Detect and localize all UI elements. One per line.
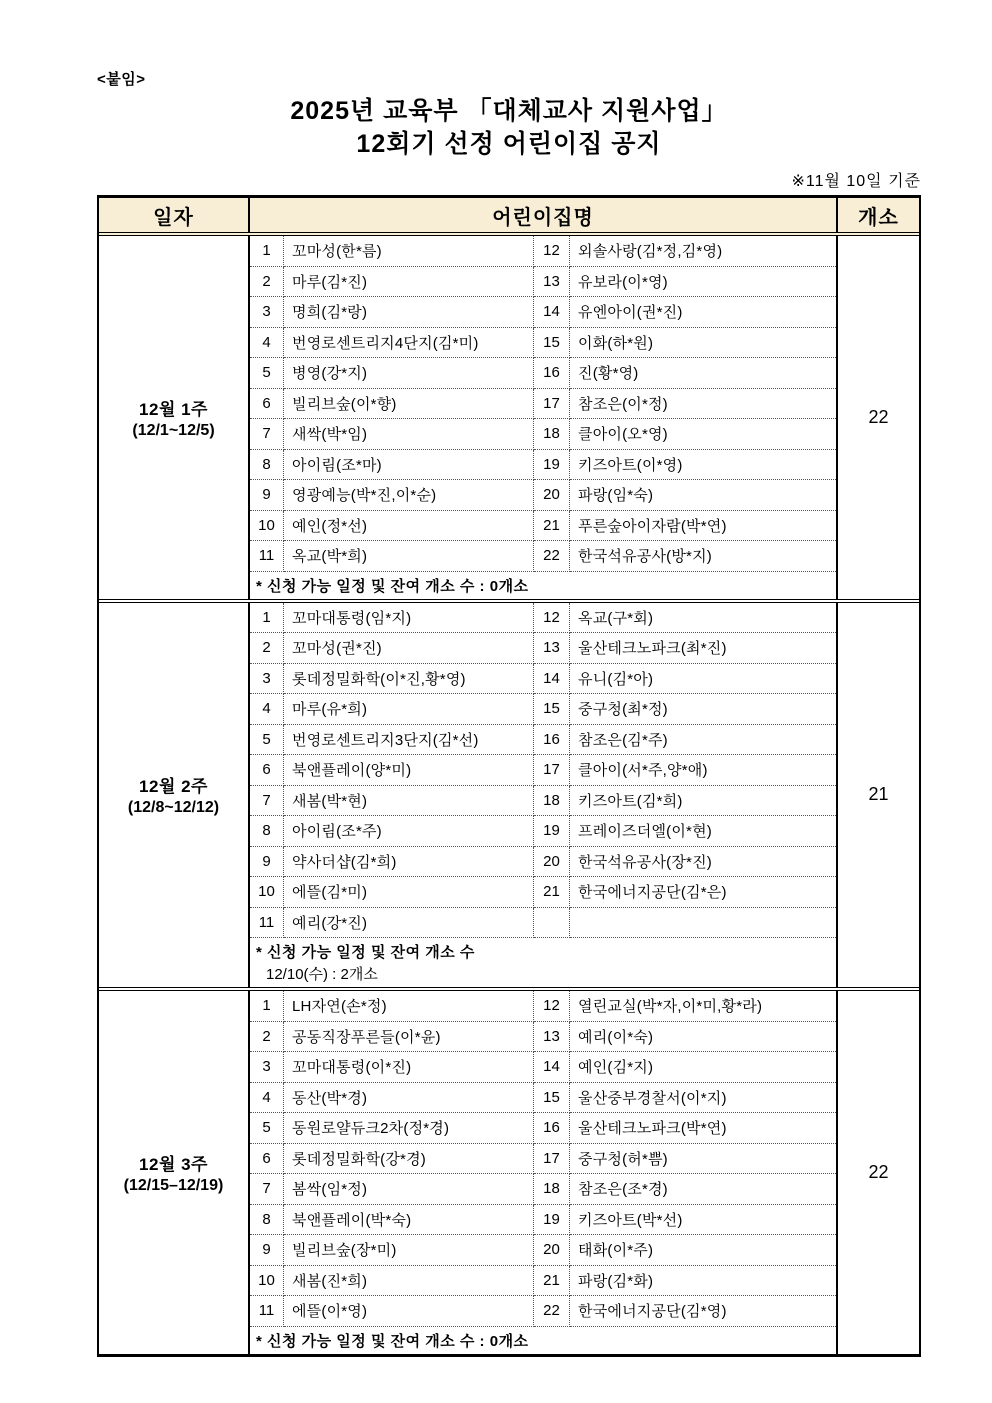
entry-no-right: 17	[534, 389, 570, 420]
header-count: 개소	[836, 198, 919, 232]
entry-no-left: 1	[250, 603, 284, 634]
entry-no-right: 12	[534, 236, 570, 267]
entry-no-right: 12	[534, 603, 570, 634]
footer-line2: 12/10(수) : 2개소	[266, 966, 378, 983]
entry-no-right: 13	[534, 1022, 570, 1053]
entry-no-right: 21	[534, 877, 570, 908]
entry-no-left: 2	[250, 633, 284, 664]
entry-no-right: 18	[534, 1174, 570, 1205]
entry-name-left: 꼬마대통령(이*진)	[284, 1052, 534, 1083]
entry-no-left: 10	[250, 877, 284, 908]
entry-no-right: 14	[534, 297, 570, 328]
entry-no-left: 9	[250, 480, 284, 511]
entry-name-right: 참조은(조*경)	[570, 1174, 836, 1205]
entry-no-left: 3	[250, 664, 284, 695]
entry-name-left: 마루(김*진)	[284, 267, 534, 298]
week-date-cell	[99, 603, 250, 988]
header-date: 일자	[99, 198, 250, 232]
entry-name-right: 울산테크노파크(최*진)	[570, 633, 836, 664]
entry-name-right: 참조은(이*정)	[570, 389, 836, 420]
entry-name-left: 영광예능(박*진,이*순)	[284, 480, 534, 511]
entry-name-left: 꼬마성(한*름)	[284, 236, 534, 267]
entry-name-right: 유엔아이(권*진)	[570, 297, 836, 328]
entry-no-right: 19	[534, 450, 570, 481]
footer-line1: * 신청 가능 일정 및 잔여 개소 수 : 0개소	[256, 577, 529, 595]
entry-name-right: 예리(이*숙)	[570, 1022, 836, 1053]
header-name: 어린이집명	[492, 206, 594, 229]
entry-no-right: 15	[534, 328, 570, 359]
entry-no-right: 13	[534, 633, 570, 664]
entry-no-right: 18	[534, 419, 570, 450]
entry-no-left: 4	[250, 328, 284, 359]
entry-no-left: 8	[250, 1205, 284, 1236]
week-group	[99, 987, 919, 1354]
entry-name-left: 아이림(조*주)	[284, 816, 534, 847]
entry-name-left: 롯데정밀화학(이*진,황*영)	[284, 664, 534, 695]
entry-no-right: 21	[534, 511, 570, 542]
week-group	[99, 599, 919, 988]
entry-name-right: 중구청(최*정)	[570, 694, 836, 725]
entry-no-right: 15	[534, 1083, 570, 1114]
entry-no-left: 3	[250, 1052, 284, 1083]
entry-name-right: 푸른숲아이자람(박*연)	[570, 511, 836, 542]
entry-name-right: 유니(김*아)	[570, 664, 836, 695]
entry-name-left: 번영로센트리지3단지(김*선)	[284, 725, 534, 756]
entry-name-left: 예인(정*선)	[284, 511, 534, 542]
week-count: 21	[836, 603, 919, 988]
entry-name-right: 태화(이*주)	[570, 1235, 836, 1266]
entry-name-right: 옥교(구*회)	[570, 603, 836, 634]
page-content	[97, 0, 921, 1357]
entry-no-left: 9	[250, 847, 284, 878]
entry-name-right	[570, 908, 836, 939]
entry-name-left: 공동직장푸른들(이*윤)	[284, 1022, 534, 1053]
entry-no-right: 20	[534, 847, 570, 878]
table-header-row	[99, 198, 919, 236]
entry-no-left: 7	[250, 786, 284, 817]
footer-line1: * 신청 가능 일정 및 잔여 개소 수	[256, 944, 475, 961]
basis-note: ※11월 10일 기준	[791, 173, 921, 190]
entry-name-left: 옥교(박*희)	[284, 541, 534, 572]
entry-name-right: 키즈아트(김*희)	[570, 786, 836, 817]
entry-no-right: 22	[534, 541, 570, 572]
entry-no-right: 19	[534, 1205, 570, 1236]
week-date-cell	[99, 236, 250, 599]
entry-no-left: 11	[250, 908, 284, 939]
entry-no-left: 8	[250, 816, 284, 847]
entry-name-right: 키즈아트(이*영)	[570, 450, 836, 481]
entry-name-right: 한국석유공사(장*진)	[570, 847, 836, 878]
entry-no-left: 5	[250, 358, 284, 389]
entry-name-left: 봄싹(임*정)	[284, 1174, 534, 1205]
week-label: 12월 2주	[139, 777, 208, 797]
entry-no-left: 4	[250, 694, 284, 725]
entry-no-right: 20	[534, 480, 570, 511]
group-footer	[250, 1327, 836, 1354]
entry-no-right: 12	[534, 991, 570, 1022]
entry-name-right: 한국에너지공단(김*은)	[570, 877, 836, 908]
entry-name-right: 키즈아트(박*선)	[570, 1205, 836, 1236]
entry-no-left: 11	[250, 541, 284, 572]
entry-name-left: 북앤플레이(양*미)	[284, 755, 534, 786]
entry-name-left: 아이림(조*마)	[284, 450, 534, 481]
entry-name-left: 에뜰(김*미)	[284, 877, 534, 908]
entry-no-left: 2	[250, 267, 284, 298]
entry-name-left: 약사더샵(김*희)	[284, 847, 534, 878]
entry-no-left: 10	[250, 1266, 284, 1297]
entry-name-right: 예인(김*지)	[570, 1052, 836, 1083]
entry-name-left: 빌리브숲(이*향)	[284, 389, 534, 420]
notice-table-body	[99, 236, 919, 1354]
entry-no-left: 1	[250, 991, 284, 1022]
entry-no-left: 4	[250, 1083, 284, 1114]
week-date-cell	[99, 991, 250, 1354]
entry-no-left: 10	[250, 511, 284, 542]
entry-name-left: 번영로센트리지4단지(김*미)	[284, 328, 534, 359]
entry-name-right: 클아이(오*영)	[570, 419, 836, 450]
entry-no-left: 3	[250, 297, 284, 328]
entry-no-right: 16	[534, 725, 570, 756]
entry-no-left: 6	[250, 389, 284, 420]
entry-no-right: 15	[534, 694, 570, 725]
entry-name-right: 참조은(김*주)	[570, 725, 836, 756]
footer-line1: * 신청 가능 일정 및 잔여 개소 수 : 0개소	[256, 1332, 529, 1350]
entry-name-left: 마루(유*희)	[284, 694, 534, 725]
page-title	[97, 95, 921, 160]
entry-name-right: 이화(하*원)	[570, 328, 836, 359]
entry-no-right: 17	[534, 755, 570, 786]
entry-name-right: 파랑(임*숙)	[570, 480, 836, 511]
entry-name-right: 울산테크노파크(박*연)	[570, 1113, 836, 1144]
entry-name-right: 파랑(김*화)	[570, 1266, 836, 1297]
entry-no-right: 18	[534, 786, 570, 817]
entry-name-left: 에뜰(이*영)	[284, 1296, 534, 1327]
entry-name-left: 꼬마대통령(임*지)	[284, 603, 534, 634]
entry-name-right: 클아이(서*주,양*애)	[570, 755, 836, 786]
entry-name-left: 새봄(박*현)	[284, 786, 534, 817]
entry-no-right: 19	[534, 816, 570, 847]
entry-no-right: 13	[534, 267, 570, 298]
entry-name-right: 한국석유공사(방*지)	[570, 541, 836, 572]
entry-no-left: 5	[250, 1113, 284, 1144]
entry-no-right: 16	[534, 358, 570, 389]
entry-no-right: 14	[534, 1052, 570, 1083]
entry-name-right: 울산중부경찰서(이*지)	[570, 1083, 836, 1114]
week-range: (12/15–12/19)	[123, 1176, 224, 1194]
week-range: (12/1~12/5)	[132, 421, 215, 439]
title-line-1: 2025년 교육부 「대체교사 지원사업」	[290, 97, 728, 125]
entry-name-left: 새싹(박*임)	[284, 419, 534, 450]
entry-name-left: 북앤플레이(박*숙)	[284, 1205, 534, 1236]
week-count: 22	[836, 236, 919, 599]
entry-no-right: 21	[534, 1266, 570, 1297]
entry-name-left: LH자연(손*정)	[284, 991, 534, 1022]
entry-no-left: 7	[250, 419, 284, 450]
entry-name-right: 열린교실(박*자,이*미,황*라)	[570, 991, 836, 1022]
week-count: 22	[836, 991, 919, 1354]
entry-no-left: 1	[250, 236, 284, 267]
entry-name-right: 외솔사랑(김*정,김*영)	[570, 236, 836, 267]
entry-no-right: 22	[534, 1296, 570, 1327]
entry-no-left: 9	[250, 1235, 284, 1266]
entry-name-left: 새봄(진*희)	[284, 1266, 534, 1297]
entry-name-left: 동산(박*경)	[284, 1083, 534, 1114]
entry-name-right: 중구청(허*쁨)	[570, 1144, 836, 1175]
entry-name-right: 진(황*영)	[570, 358, 836, 389]
entry-name-right: 한국에너지공단(김*영)	[570, 1296, 836, 1327]
attachment-label: <붙임>	[97, 71, 146, 88]
entry-no-right	[534, 908, 570, 939]
entry-name-left: 병영(강*지)	[284, 358, 534, 389]
entry-name-left: 롯데정밀화학(강*경)	[284, 1144, 534, 1175]
entry-no-left: 8	[250, 450, 284, 481]
entry-name-left: 꼬마성(권*진)	[284, 633, 534, 664]
title-line-2: 12회기 선정 어린이집 공지	[356, 129, 662, 158]
entry-no-right: 14	[534, 664, 570, 695]
week-label: 12월 3주	[139, 1154, 208, 1174]
entry-name-right: 유보라(이*영)	[570, 267, 836, 298]
week-range: (12/8~12/12)	[127, 799, 220, 817]
group-footer	[250, 572, 836, 599]
entry-no-left: 5	[250, 725, 284, 756]
entry-name-left: 예리(강*진)	[284, 908, 534, 939]
entry-no-left: 6	[250, 755, 284, 786]
entry-name-left: 명희(김*랑)	[284, 297, 534, 328]
entry-no-left: 6	[250, 1144, 284, 1175]
entry-no-left: 7	[250, 1174, 284, 1205]
entry-no-right: 20	[534, 1235, 570, 1266]
entry-name-left: 동원로얄듀크2차(정*경)	[284, 1113, 534, 1144]
notice-table	[97, 195, 921, 1357]
entry-name-left: 빌리브숲(장*미)	[284, 1235, 534, 1266]
entry-no-left: 2	[250, 1022, 284, 1053]
entry-no-right: 17	[534, 1144, 570, 1175]
group-footer	[250, 938, 836, 987]
week-label: 12월 1주	[139, 399, 208, 419]
entry-name-right: 프레이즈더엘(이*현)	[570, 816, 836, 847]
week-group	[99, 236, 919, 599]
entry-no-right: 16	[534, 1113, 570, 1144]
entry-no-left: 11	[250, 1296, 284, 1327]
